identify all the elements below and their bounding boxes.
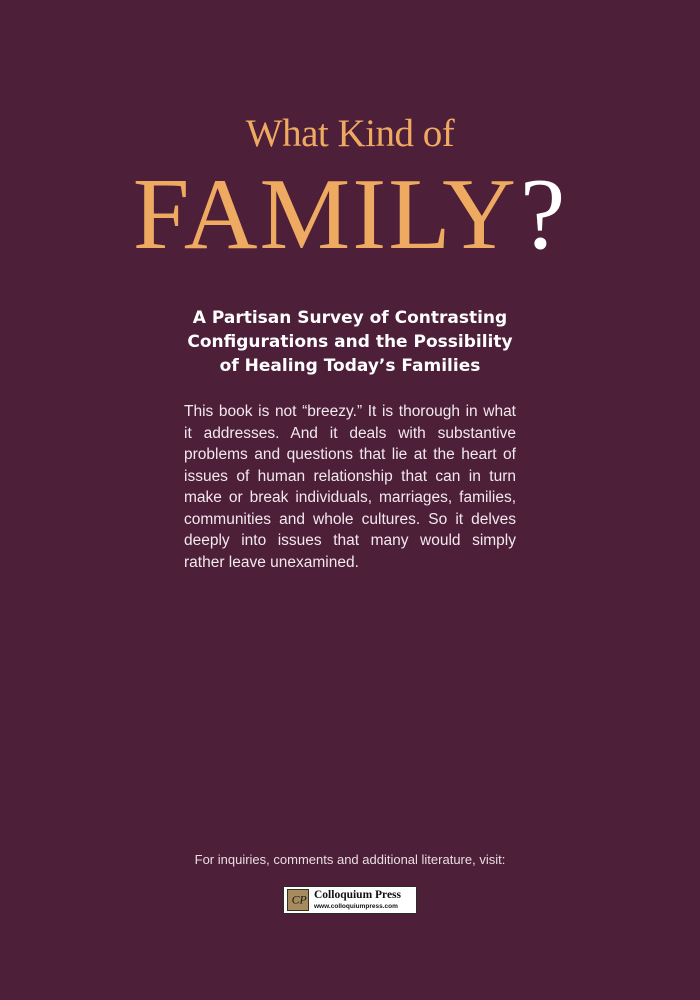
publisher-name: Colloquium Press bbox=[314, 889, 402, 901]
title-top-line: What Kind of bbox=[245, 112, 455, 155]
svg-text:CP: CP bbox=[291, 892, 307, 907]
subtitle-line: Configurations and the Possibility bbox=[187, 332, 513, 352]
title-main-word: FAMILY bbox=[132, 158, 518, 271]
cp-monogram-icon bbox=[287, 889, 309, 911]
publisher-logo-text bbox=[314, 890, 401, 910]
book-blurb: This book is not “breezy.” It is thorough in what it addresses. And it deals with substantive problems and questions that lie at the heart of issues of human relationship that can in turn make or break individuals, marriages, families, communities and whole cultures. So it delves deeply into issues that many would simply rather leave unexamined. bbox=[184, 403, 516, 571]
inquiry-text: For inquiries, comments and additional literature, visit: bbox=[194, 852, 506, 867]
title-main bbox=[0, 158, 700, 271]
subtitle bbox=[150, 306, 550, 378]
title-question-mark: ? bbox=[519, 158, 568, 271]
publisher-logo[interactable] bbox=[283, 886, 417, 914]
publisher-url[interactable]: www.colloquiumpress.com bbox=[314, 902, 398, 910]
subtitle-line: A Partisan Survey of Contrasting bbox=[192, 308, 508, 328]
subtitle-line: of Healing Today’s Families bbox=[219, 356, 481, 376]
